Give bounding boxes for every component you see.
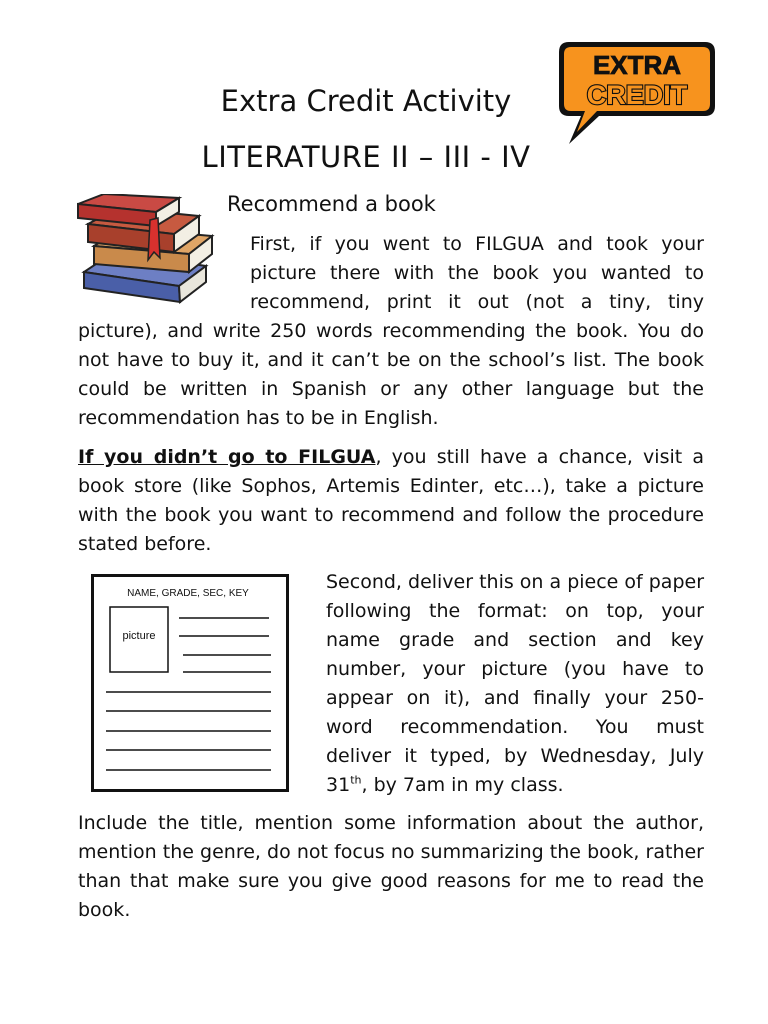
- paragraph-3-text: Second, deliver this on a piece of paper following the format: on top, your name grade and section and key number, your picture (you have to appear on it), and finally your 250-word recommendation. You must deliver it typed, by Wednesday, July 31: [326, 571, 705, 796]
- paragraph-3-text-end: , by 7am in my class.: [361, 774, 564, 796]
- paragraph-2-text: , you still have a chance, visit a book store (like Sophos, Artemis Edinter, etc…), take a picture with the book you want to recommend and follow the procedure stated before.: [78, 446, 704, 555]
- paragraph-2-emphasis: If you didn’t go to FILGUA: [78, 446, 376, 468]
- page-subtitle: LITERATURE II – III - IV: [201, 140, 531, 174]
- extra-credit-badge-icon: [555, 38, 720, 150]
- paper-format-diagram: [91, 574, 289, 792]
- badge-line2: CREDIT: [586, 80, 688, 110]
- diagram-header-label: NAME, GRADE, SEC, KEY: [127, 588, 249, 599]
- diagram-picture-label: picture: [122, 630, 156, 642]
- section-heading: Recommend a book: [227, 192, 436, 216]
- paragraph-4: Include the title, mention some information about the author, mention the genre, do not focus no summarizing the book, rather than that make sure you give good reasons for me to read the book.: [78, 812, 704, 921]
- paragraph-3: [326, 568, 704, 800]
- page-title: Extra Credit Activity: [220, 84, 512, 118]
- paragraph-1: [78, 230, 704, 433]
- paragraph-1-text: First, if you went to FILGUA and took your picture there with the book you wanted to recommend, print it out (not a tiny, tiny picture), and write 250 words recommending the book. You do not have to buy it, and it can’t be on the school’s list. The book could be written in Spanish or any other language but the recommendation has to be in English.: [78, 233, 704, 429]
- paragraph-2: [78, 443, 704, 559]
- badge-line1: EXTRA: [592, 50, 682, 80]
- paragraph-3-superscript: th: [350, 773, 362, 787]
